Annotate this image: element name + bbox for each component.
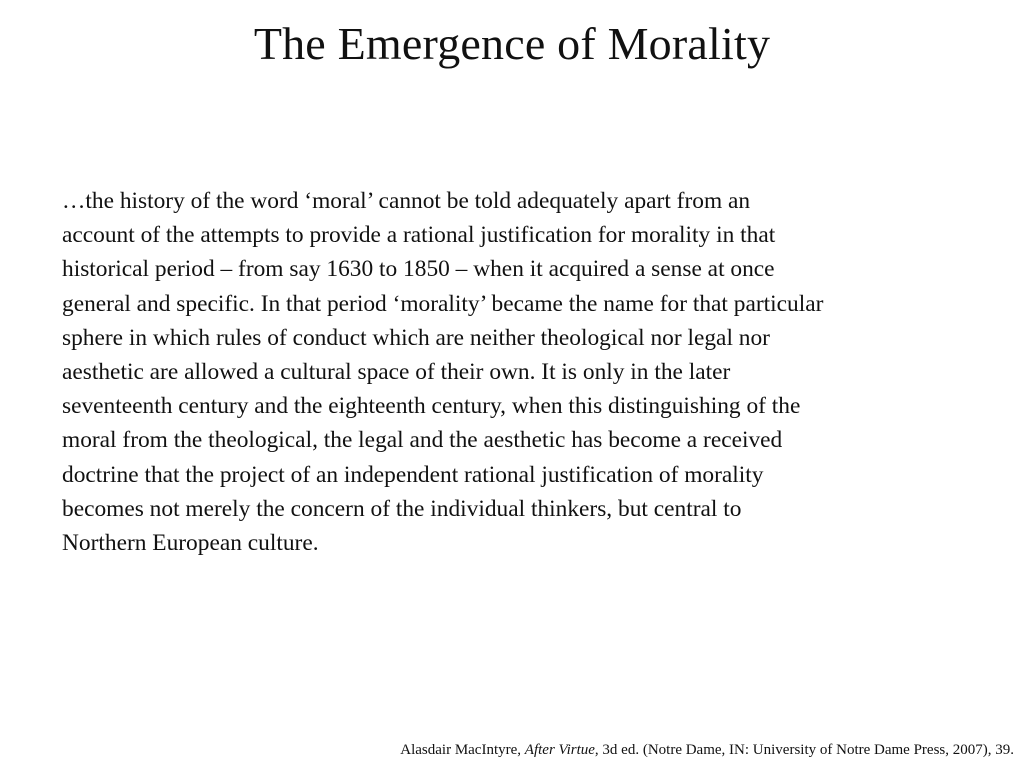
citation-author: Alasdair MacIntyre,: [400, 742, 525, 758]
citation-book-title: After Virtue: [524, 742, 595, 758]
quote-line: account of the attempts to provide a rational justification for morality in that: [62, 222, 776, 249]
quote-block: [62, 184, 982, 560]
quote-line: historical period – from say 1630 to 1850 – when it acquired a sense at once: [62, 256, 775, 283]
quote-line: …the history of the word ‘moral’ cannot be told adequately apart from an: [62, 188, 751, 214]
citation-details: , 3d ed. (Notre Dame, IN: University of Notre Dame Press, 2007), 39.: [594, 742, 1014, 758]
quote-line: becomes not merely the concern of the individual thinkers, but central to: [62, 495, 742, 522]
quote-line: seventeenth century and the eighteenth century, when this distinguishing of the: [62, 393, 801, 420]
quote-line: aesthetic are allowed a cultural space of their own. It is only in the later: [62, 359, 731, 386]
slide-title: The Emergence of Morality: [253, 18, 771, 69]
quote-line: moral from the theological, the legal and the aesthetic has become a received: [62, 427, 783, 454]
citation: [400, 740, 1014, 760]
quote-line: doctrine that the project of an independent rational justification of morality: [62, 461, 764, 488]
quote-line: general and specific. In that period ‘morality’ became the name for that particular: [62, 290, 824, 317]
quote-line: sphere in which rules of conduct which are neither theological nor legal nor: [62, 324, 770, 351]
quote-line: Northern European culture.: [62, 530, 319, 557]
